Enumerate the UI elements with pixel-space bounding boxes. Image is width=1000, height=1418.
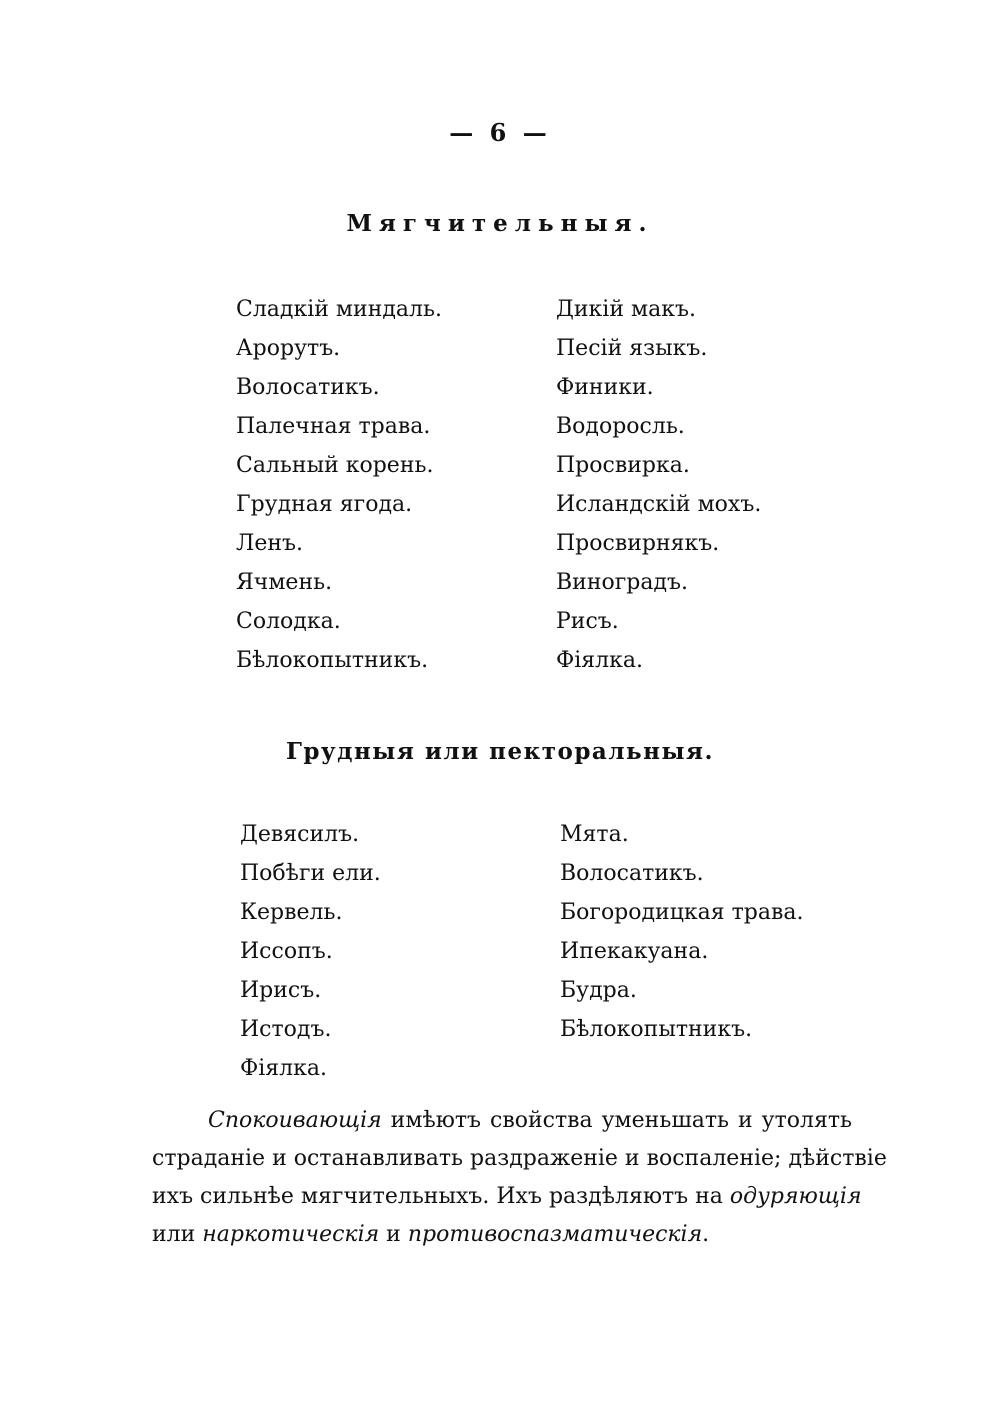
- list-item: Побѣги ели.: [240, 861, 381, 886]
- italic-term: противоспазматическія: [407, 1222, 703, 1247]
- paragraph-text: и: [379, 1222, 408, 1247]
- italic-term: одуряющія: [729, 1184, 862, 1209]
- list-item: Ирисъ.: [240, 978, 322, 1003]
- list-item: Мята.: [560, 822, 629, 847]
- italic-term: наркотическія: [202, 1222, 380, 1247]
- section-title-pectorals: Грудныя или пекторальныя.: [285, 738, 715, 765]
- list-item: Ячмень.: [236, 570, 333, 595]
- body-paragraph: [152, 1102, 887, 1254]
- paragraph-text: или: [152, 1222, 203, 1247]
- list-item: Будра.: [560, 978, 637, 1003]
- list-item: Ленъ.: [236, 531, 304, 556]
- list-item: Бѣлокопытникъ.: [236, 648, 429, 673]
- list-item: Сальный корень.: [236, 453, 434, 478]
- pectorals-left-list: [240, 815, 381, 1088]
- list-item: Палечная трава.: [236, 414, 431, 439]
- paragraph-text: .: [702, 1222, 710, 1247]
- pectorals-right-list: [560, 815, 803, 1049]
- list-item: Ипекакуана.: [560, 939, 709, 964]
- list-item: Песій языкъ.: [556, 336, 708, 361]
- page-number: — 6 —: [449, 118, 551, 147]
- list-item: Рисъ.: [556, 609, 619, 634]
- list-item: Богородицкая трава.: [560, 900, 804, 925]
- list-item: Грудная ягода.: [236, 492, 413, 517]
- list-item: Виноградъ.: [556, 570, 688, 595]
- emollients-left-list: [236, 290, 442, 680]
- list-item: Иссопъ.: [240, 939, 333, 964]
- list-item: Волосатикъ.: [560, 861, 704, 886]
- list-item: Сладкій миндаль.: [236, 297, 442, 322]
- list-item: Истодъ.: [240, 1017, 332, 1042]
- list-item: Просвирнякъ.: [556, 531, 720, 556]
- list-item: Арорутъ.: [236, 336, 341, 361]
- list-item: Фіялка.: [556, 648, 644, 673]
- list-item: Просвирка.: [556, 453, 690, 478]
- paragraph-line: [152, 1216, 852, 1254]
- list-item: Финики.: [556, 375, 654, 400]
- paragraph-line: [152, 1178, 862, 1216]
- list-item: Бѣлокопытникъ.: [560, 1017, 753, 1042]
- paragraph-line: [152, 1102, 852, 1140]
- list-item: Солодка.: [236, 609, 341, 634]
- list-item: Кервель.: [240, 900, 343, 925]
- list-item: Исландскій мохъ.: [556, 492, 762, 517]
- list-item: Волосатикъ.: [236, 375, 380, 400]
- paragraph-text: имѣютъ свойства уменьшать и утолять: [381, 1108, 852, 1133]
- section-title-emollients: Мягчительныя.: [346, 210, 654, 237]
- list-item: Дикій макъ.: [556, 297, 696, 322]
- paragraph-text: ихъ сильнѣе мягчительныхъ. Ихъ раздѣляютъ на: [152, 1184, 730, 1209]
- italic-term: Спокоивающія: [208, 1108, 382, 1133]
- emollients-right-list: [556, 290, 761, 680]
- list-item: Фіялка.: [240, 1056, 328, 1081]
- paragraph-line: страданіе и останавливать раздраженіе и воспаленіе; дѣйствіе: [152, 1146, 887, 1171]
- list-item: Водоросль.: [556, 414, 685, 439]
- list-item: Девясилъ.: [240, 822, 360, 847]
